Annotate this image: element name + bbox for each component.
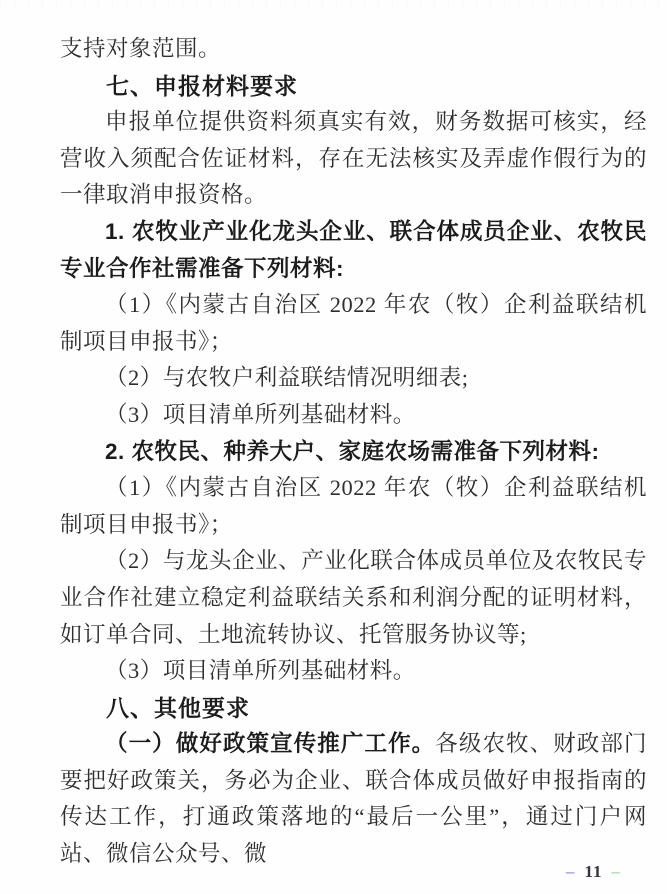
section-heading-7: 七、申报材料要求 [106,72,298,99]
group1-material-3: （3）项目清单所列基础材料。 [105,401,416,427]
group2-heading: 2. 农牧民、种养大户、家庭农场需准备下列材料: [105,438,600,464]
paragraph-carryover: 支持对象范围。 [60,36,222,61]
section8-item1-bold-lead: （一）做好政策宣传推广工作。 [105,731,436,757]
page-number [566,862,621,882]
group2-material-3: （3）项目清单所列基础材料。 [105,658,416,684]
section8-item1-rest: 各级农牧、财政部门要把好政策关，务必为企业、联合体成员做好申报指南的传达工作，打通政策落地的“最后一公里”，通过门户网站、微信公众号、微 [60,731,647,867]
document-body [60,31,647,873]
page-number-dash-left: – [565,862,576,881]
page-number-value: 11 [584,862,603,881]
paragraph-section7-intro: 申报单位提供资料须真实有效，财务数据可核实，经营收入须配合佐证材料，存在无法核实及弄虚作假行为的一律取消申报资格。 [60,109,647,208]
group1-heading: 1. 农牧业产业化龙头企业、联合体成员企业、农牧民专业合作社需准备下列材料: [60,218,647,281]
paragraph-section8-item1 [60,726,647,872]
scan-artifact-top [0,0,667,10]
group2-material-2: （2）与龙头企业、产业化联合体成员单位及农牧民专业合作社建立稳定利益联结关系和利润分配的证明材料，如订单合同、土地流转协议、托管服务协议等; [60,548,647,647]
group1-material-1: （1）《内蒙古自治区 2022 年农（牧）企利益联结机制项目申报书》； [60,292,647,354]
group1-material-2: （2）与农牧户利益联结情况明细表; [105,365,469,391]
group2-material-1: （1）《内蒙古自治区 2022 年农（牧）企利益联结机制项目申报书》； [60,475,647,537]
section-heading-8: 八、其他要求 [106,694,250,721]
page-number-dash-right: – [611,862,621,881]
